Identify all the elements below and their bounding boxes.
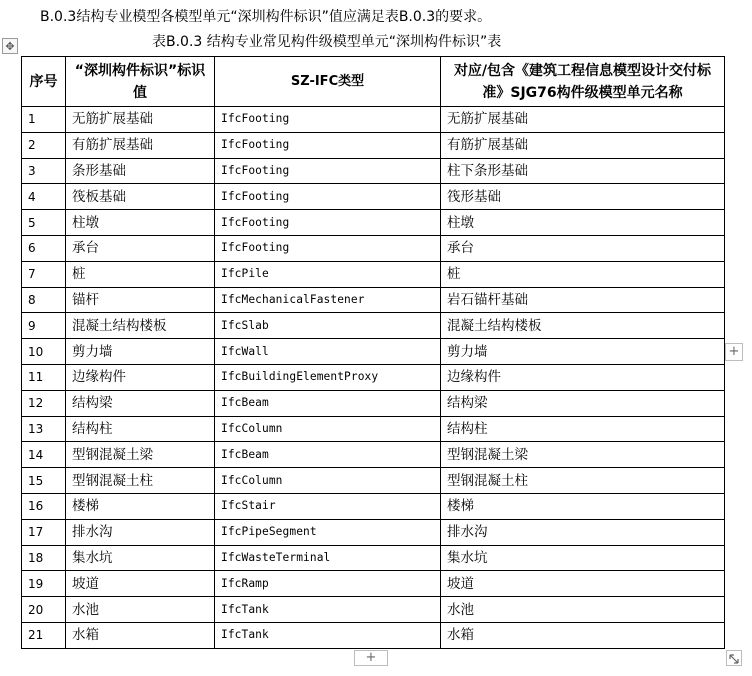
cell-standard-name: 坡道 [441, 571, 725, 597]
cell-standard-name: 型钢混凝土柱 [441, 468, 725, 494]
cell-id-value: 水池 [66, 597, 215, 623]
cell-id-value: 无筋扩展基础 [66, 107, 215, 133]
cell-standard-name: 筏形基础 [441, 184, 725, 210]
cell-num: 19 [22, 571, 66, 597]
cell-ifc-type: IfcWasteTerminal [215, 545, 441, 571]
cell-standard-name: 结构柱 [441, 416, 725, 442]
cell-ifc-type: IfcPile [215, 261, 441, 287]
cell-num: 5 [22, 210, 66, 236]
table-move-handle-icon[interactable]: ✥ [2, 38, 18, 54]
table-row [22, 287, 725, 313]
cell-standard-name: 剪力墙 [441, 339, 725, 365]
cell-ifc-type: IfcFooting [215, 184, 441, 210]
table-row [22, 622, 725, 648]
cell-num: 6 [22, 235, 66, 261]
table-row [22, 339, 725, 365]
header-num: 序号 [22, 57, 66, 107]
cell-standard-name: 岩石锚杆基础 [441, 287, 725, 313]
table-row [22, 158, 725, 184]
cell-id-value: 结构梁 [66, 390, 215, 416]
intro-paragraph: B.0.3结构专业模型各模型单元“深圳构件标识”值应满足表B.0.3的要求。 [40, 9, 492, 25]
cell-num: 4 [22, 184, 66, 210]
cell-id-value: 有筋扩展基础 [66, 132, 215, 158]
table-row [22, 132, 725, 158]
cell-id-value: 水箱 [66, 622, 215, 648]
cell-standard-name: 无筋扩展基础 [441, 107, 725, 133]
cell-standard-name: 型钢混凝土梁 [441, 442, 725, 468]
cell-id-value: 排水沟 [66, 519, 215, 545]
cell-standard-name: 柱下条形基础 [441, 158, 725, 184]
cell-ifc-type: IfcFooting [215, 107, 441, 133]
cell-standard-name: 水箱 [441, 622, 725, 648]
cell-num: 20 [22, 597, 66, 623]
cell-standard-name: 楼梯 [441, 493, 725, 519]
cell-ifc-type: IfcMechanicalFastener [215, 287, 441, 313]
cell-num: 10 [22, 339, 66, 365]
cell-num: 18 [22, 545, 66, 571]
cell-id-value: 条形基础 [66, 158, 215, 184]
cell-ifc-type: IfcSlab [215, 313, 441, 339]
cell-ifc-type: IfcStair [215, 493, 441, 519]
cell-ifc-type: IfcColumn [215, 416, 441, 442]
cell-ifc-type: IfcColumn [215, 468, 441, 494]
component-id-table [21, 56, 725, 649]
cell-ifc-type: IfcFooting [215, 210, 441, 236]
table-header-row [22, 57, 725, 107]
table-row [22, 416, 725, 442]
cell-standard-name: 排水沟 [441, 519, 725, 545]
table-row [22, 519, 725, 545]
cell-num: 17 [22, 519, 66, 545]
cell-num: 1 [22, 107, 66, 133]
header-id-value: “深圳构件标识”标识值 [66, 57, 215, 107]
cell-standard-name: 边缘构件 [441, 364, 725, 390]
header-standard-name: 对应/包含《建筑工程信息模型设计交付标准》SJG76构件级模型单元名称 [441, 57, 725, 107]
add-row-button[interactable]: + [354, 650, 388, 666]
cell-id-value: 筏板基础 [66, 184, 215, 210]
cell-ifc-type: IfcWall [215, 339, 441, 365]
cell-standard-name: 承台 [441, 235, 725, 261]
table-row [22, 210, 725, 236]
cell-ifc-type: IfcFooting [215, 158, 441, 184]
cell-num: 12 [22, 390, 66, 416]
cell-id-value: 集水坑 [66, 545, 215, 571]
cell-id-value: 锚杆 [66, 287, 215, 313]
cell-ifc-type: IfcBuildingElementProxy [215, 364, 441, 390]
cell-standard-name: 有筋扩展基础 [441, 132, 725, 158]
table-caption: 表B.0.3 结构专业常见构件级模型单元“深圳构件标识”表 [152, 34, 502, 50]
cell-standard-name: 柱墩 [441, 210, 725, 236]
cell-num: 16 [22, 493, 66, 519]
cell-num: 11 [22, 364, 66, 390]
table-row [22, 468, 725, 494]
cell-num: 9 [22, 313, 66, 339]
cell-ifc-type: IfcBeam [215, 390, 441, 416]
resize-arrows-icon [727, 652, 741, 666]
cell-ifc-type: IfcBeam [215, 442, 441, 468]
add-column-button[interactable]: + [725, 343, 743, 361]
cell-standard-name: 水池 [441, 597, 725, 623]
cell-standard-name: 集水坑 [441, 545, 725, 571]
cell-num: 21 [22, 622, 66, 648]
cell-id-value: 结构柱 [66, 416, 215, 442]
cell-id-value: 柱墩 [66, 210, 215, 236]
table-row [22, 235, 725, 261]
table-row [22, 571, 725, 597]
cell-id-value: 坡道 [66, 571, 215, 597]
cell-num: 14 [22, 442, 66, 468]
table-resize-handle-icon[interactable] [726, 650, 742, 666]
cell-ifc-type: IfcFooting [215, 132, 441, 158]
table-row [22, 390, 725, 416]
cell-id-value: 边缘构件 [66, 364, 215, 390]
cell-num: 8 [22, 287, 66, 313]
table-row [22, 442, 725, 468]
cell-num: 15 [22, 468, 66, 494]
table-row [22, 364, 725, 390]
table-body [22, 107, 725, 649]
cell-id-value: 混凝土结构楼板 [66, 313, 215, 339]
table-row [22, 597, 725, 623]
cell-id-value: 桩 [66, 261, 215, 287]
table-row [22, 261, 725, 287]
cell-standard-name: 结构梁 [441, 390, 725, 416]
table-row [22, 184, 725, 210]
cell-id-value: 楼梯 [66, 493, 215, 519]
cell-num: 3 [22, 158, 66, 184]
table-row [22, 545, 725, 571]
cell-ifc-type: IfcFooting [215, 235, 441, 261]
cell-standard-name: 混凝土结构楼板 [441, 313, 725, 339]
table-row [22, 313, 725, 339]
cell-ifc-type: IfcRamp [215, 571, 441, 597]
table-row [22, 493, 725, 519]
cell-standard-name: 桩 [441, 261, 725, 287]
cell-id-value: 剪力墙 [66, 339, 215, 365]
cell-id-value: 承台 [66, 235, 215, 261]
cell-ifc-type: IfcTank [215, 597, 441, 623]
cell-ifc-type: IfcPipeSegment [215, 519, 441, 545]
header-ifc-type: SZ-IFC类型 [215, 57, 441, 107]
cell-num: 13 [22, 416, 66, 442]
cell-num: 2 [22, 132, 66, 158]
cell-id-value: 型钢混凝土梁 [66, 442, 215, 468]
table-row [22, 107, 725, 133]
cell-ifc-type: IfcTank [215, 622, 441, 648]
cell-id-value: 型钢混凝土柱 [66, 468, 215, 494]
cell-num: 7 [22, 261, 66, 287]
